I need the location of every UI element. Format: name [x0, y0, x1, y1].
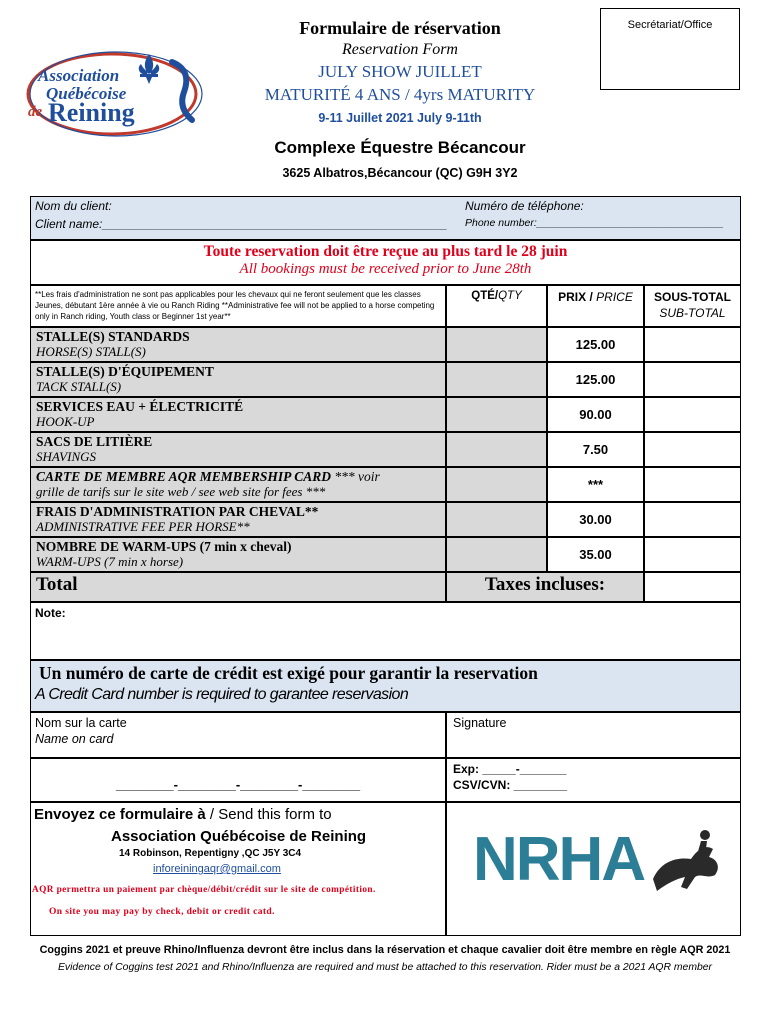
row-label-fr: FRAIS D'ADMINISTRATION PAR CHEVAL**: [36, 504, 319, 519]
row-label-fr: STALLE(S) STANDARDS: [36, 329, 190, 344]
form-title: Formulaire de réservation: [299, 18, 501, 38]
horse-rider-icon: [647, 827, 727, 897]
qty-header-fr: QTÉ/: [471, 290, 499, 302]
venue: Complexe Équestre Bécancour: [274, 138, 526, 157]
row-price: 35.00: [547, 537, 644, 572]
card-number-blank: ________-________-________-________: [115, 777, 361, 792]
send-org: Association Québécoise de Reining: [111, 828, 367, 845]
row-label-fr-extra: *** voir: [330, 469, 380, 484]
qty-input[interactable]: [446, 537, 547, 572]
deadline-fr: Toute reservation doit être reçue au plus tard le 28 juin: [203, 243, 568, 260]
row-label-en: SHAVINGS: [36, 449, 97, 464]
subtotal-input[interactable]: [644, 467, 741, 502]
client-name-label-en: Client name:: [35, 217, 103, 231]
credit-heading-en: A Credit Card number is required to garantee reservasion: [35, 686, 409, 703]
logo-reining: Reining: [48, 98, 135, 127]
qty-input[interactable]: [446, 327, 547, 362]
row-price: 125.00: [547, 362, 644, 397]
maturity: MATURITÉ 4 ANS / 4yrs MATURITY: [264, 85, 536, 104]
taxes-label: Taxes incluses:: [484, 574, 606, 595]
subtotal-input[interactable]: [644, 397, 741, 432]
qty-header-en: QTY: [498, 290, 522, 302]
signature-label: Signature: [453, 716, 507, 730]
exp-cvv-cell: [446, 758, 741, 802]
fee-note-cell: [30, 285, 446, 327]
show-name: JULY SHOW JUILLET: [318, 62, 482, 81]
row-label-fr: CARTE DE MEMBRE AQR MEMBERSHIP CARD: [36, 469, 331, 484]
row-label-en: WARM-UPS (7 min x horse): [36, 554, 184, 569]
total-label-cell: [30, 572, 446, 602]
price-header: [547, 285, 644, 327]
send-label-en: / Send this form to: [205, 806, 332, 823]
table-row-label: [30, 397, 446, 432]
subtotal-header-en: SUB-TOTAL: [659, 306, 726, 320]
credit-heading-box: [30, 660, 741, 712]
credit-heading-fr: Un numéro de carte de crédit est exigé pour garantir la reservation: [39, 663, 538, 683]
header-block: [230, 18, 570, 125]
name-on-card-field[interactable]: [30, 712, 446, 758]
fee-note: **Les frais d'administration ne sont pas applicables pour les chevaux qui ne feront seulement que les classes Jeunes, débutant 1ère année à vie ou Ranch Riding **Administrative fee will not be applied to a horse competing only in Ranch riding, Youth class or Beginner 1st year**: [35, 290, 435, 321]
send-email-link[interactable]: inforeiningaqr@gmail.com: [153, 863, 281, 875]
table-row-label: [30, 362, 446, 397]
payment-fr: AQR permettra un paiement par chèque/débit/crédit sur le site de compétition.: [32, 885, 376, 895]
phone-blank: ________________________________: [536, 217, 724, 229]
show-dates: 9-11 Juillet 2021 July 9-11th: [318, 111, 482, 125]
price-header-fr: PRIX /: [558, 290, 597, 304]
qty-input[interactable]: [446, 362, 547, 397]
client-name-field[interactable]: [35, 217, 447, 231]
note-field[interactable]: [30, 602, 741, 660]
client-name-blank: ______________________________________________________________: [102, 220, 448, 231]
logo-de: de: [28, 104, 43, 120]
subtotal-header-fr: SOUS-TOTAL: [654, 290, 731, 304]
send-label-fr: Envoyez ce formulaire à: [34, 806, 206, 823]
phone-field[interactable]: [465, 217, 724, 229]
row-label-fr: NOMBRE DE WARM-UPS (7 min x cheval): [36, 539, 292, 554]
table-row-label: [30, 467, 446, 502]
subtotal-header: [644, 285, 741, 327]
qty-input[interactable]: [446, 397, 547, 432]
subtotal-input[interactable]: [644, 362, 741, 397]
phone-label-en: Phone number:: [465, 217, 537, 229]
subtotal-input[interactable]: [644, 502, 741, 537]
phone-label-fr: Numéro de téléphone:: [465, 199, 584, 213]
table-row-label: [30, 537, 446, 572]
total-label: Total: [36, 574, 78, 595]
table-row-label: [30, 502, 446, 537]
card-number-field[interactable]: [30, 758, 446, 802]
aqr-logo: [22, 50, 208, 138]
row-label-fr: STALLE(S) D'ÉQUIPEMENT: [36, 364, 214, 379]
venue-address: 3625 Albatros,Bécancour (QC) G9H 3Y2: [282, 166, 518, 180]
signature-field[interactable]: [446, 712, 741, 758]
nrha-logo-cell: [446, 802, 741, 936]
row-price: ***: [547, 467, 644, 502]
qty-input[interactable]: [446, 432, 547, 467]
office-box: [600, 8, 740, 90]
office-label: Secrétariat/Office: [627, 19, 713, 31]
qty-input[interactable]: [446, 467, 547, 502]
row-label-en: HOOK-UP: [36, 414, 95, 429]
logo-line1: Association: [38, 66, 120, 85]
row-price: 125.00: [547, 327, 644, 362]
note-label: Note:: [35, 606, 66, 620]
fleur-de-lis-icon: [134, 52, 164, 86]
form-subtitle: Reservation Form: [342, 41, 458, 58]
row-label-en: ADMINISTRATIVE FEE PER HORSE**: [36, 519, 250, 534]
subtotal-input[interactable]: [644, 432, 741, 467]
nrha-logo-text: NRHA: [473, 825, 645, 894]
price-header-en: PRICE: [596, 290, 633, 304]
footer-en: Evidence of Coggins test 2021 and Rhino/Influenza are required and must be attached to this reservation. Rider must be a 2021 AQR member: [57, 962, 713, 973]
subtotal-input[interactable]: [644, 327, 741, 362]
subtotal-input[interactable]: [644, 537, 741, 572]
row-price: 30.00: [547, 502, 644, 537]
send-address: 14 Robinson, Repentigny ,QC J5Y 3C4: [119, 848, 302, 859]
qty-input[interactable]: [446, 502, 547, 537]
cvv-field[interactable]: CSV/CVN: ________: [453, 778, 568, 792]
name-on-card-fr: Nom sur la carte: [35, 716, 127, 730]
table-row-label: [30, 432, 446, 467]
row-price: 90.00: [547, 397, 644, 432]
send-label: [31, 803, 445, 826]
row-label-en: HORSE(S) STALL(S): [36, 344, 146, 359]
row-price: 7.50: [547, 432, 644, 467]
taxes-cell: [446, 572, 644, 602]
row-label-en: TACK STALL(S): [36, 379, 122, 394]
client-row: [30, 196, 741, 240]
client-name-label-fr: Nom du client:: [35, 199, 112, 213]
table-row-label: [30, 327, 446, 362]
row-label-fr: SACS DE LITIÈRE: [36, 434, 153, 449]
row-label-en: grille de tarifs sur le site web / see web site for fees ***: [36, 484, 326, 499]
total-amount-field[interactable]: [644, 572, 741, 602]
payment-en: On site you may pay by check, debit or credit catd.: [49, 907, 275, 917]
send-to-cell: [30, 802, 446, 936]
deadline-box: [30, 240, 741, 285]
logo-line2: Québécoise: [46, 84, 127, 103]
row-label-fr: SERVICES EAU + ÉLECTRICITÉ: [36, 399, 244, 414]
name-on-card-en: Name on card: [35, 732, 114, 746]
qty-header: [446, 285, 547, 327]
deadline-en: All bookings must be received prior to June 28th: [239, 261, 532, 277]
footer-fr: Coggins 2021 et preuve Rhino/Influenza devront être inclus dans la réservation et chaque cavalier doit être membre en règle AQR 2021: [39, 944, 731, 956]
exp-field[interactable]: Exp: _____-_______: [453, 762, 567, 776]
